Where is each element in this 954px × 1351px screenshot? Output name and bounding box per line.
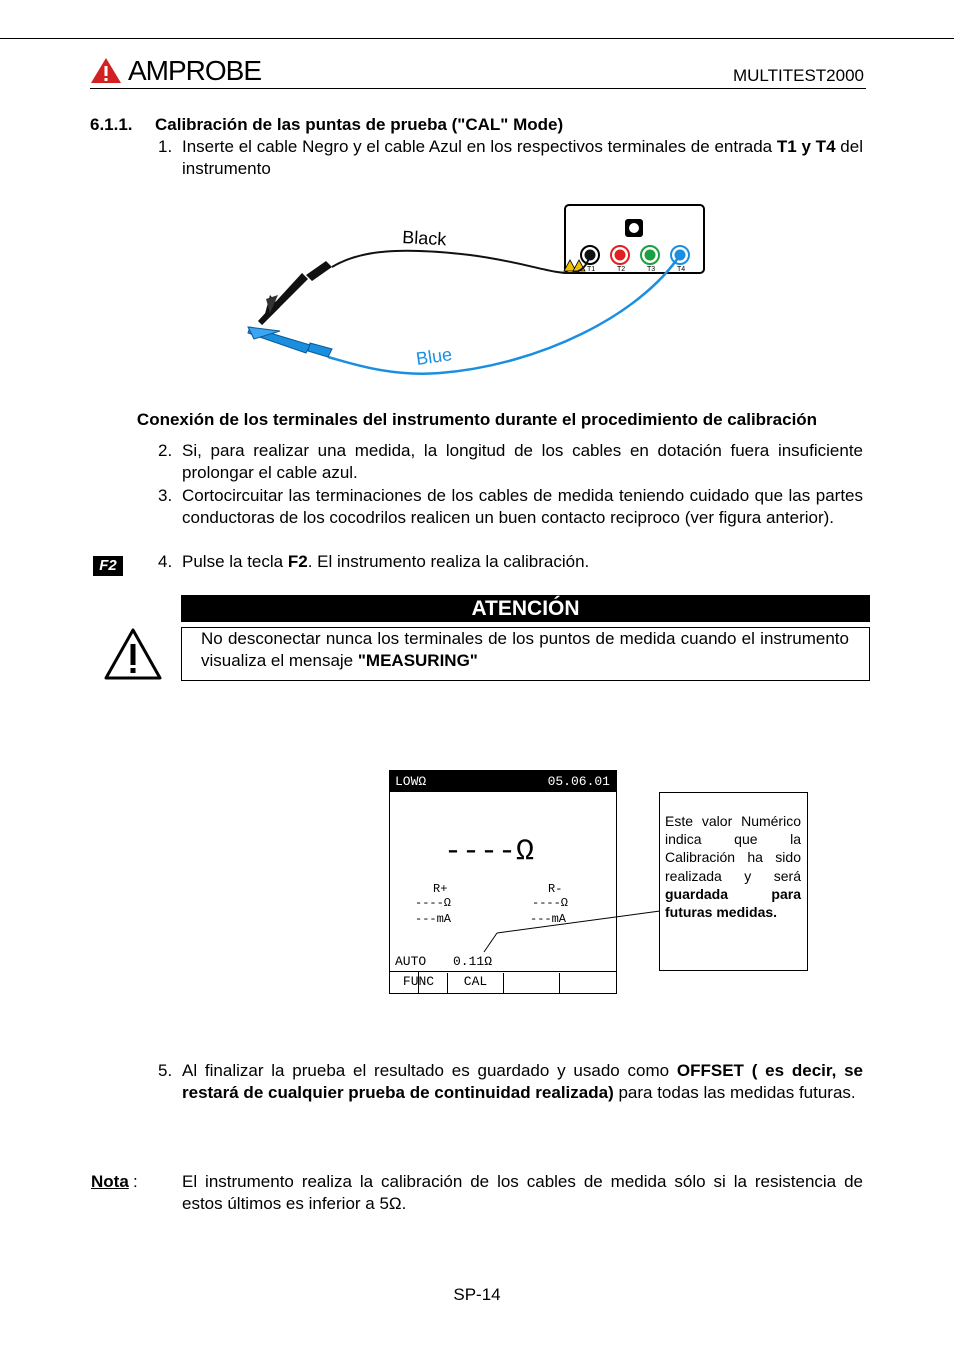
callout-text: Este valor Numérico indica que la Calibración ha sido realizada y será guardada para futuras medidas. bbox=[665, 813, 801, 921]
brand-logo: AMPROBE bbox=[128, 55, 262, 86]
step-3-number: 3. bbox=[158, 486, 173, 505]
softkey-func[interactable]: FUNC bbox=[390, 973, 448, 994]
step-2-number: 2. bbox=[158, 441, 173, 460]
note-text: El instrumento realiza la calibración de los cables de medida sólo si la resistencia de estos últimos es inferior a 5Ω. bbox=[182, 1172, 863, 1213]
terminal-label-t3: T3 bbox=[647, 266, 656, 273]
lcd-r-minus-label: R- bbox=[548, 882, 563, 896]
softkey-4[interactable] bbox=[560, 973, 616, 994]
terminal-label-t1: T1 bbox=[587, 266, 596, 273]
step-1-text: Inserte el cable Negro y el cable Azul en los respectivos terminales de entrada T1 y T4 del instrumento bbox=[182, 137, 863, 178]
lcd-softkey-bar bbox=[390, 971, 616, 994]
lcd-display bbox=[389, 770, 617, 994]
section-number: 6.1.1. bbox=[90, 115, 133, 134]
lcd-r-plus-ma: ---mA bbox=[415, 912, 452, 926]
terminal-label-t2: T2 bbox=[617, 266, 626, 273]
page-number: SP-14 bbox=[453, 1285, 501, 1304]
label-blue: Blue bbox=[414, 344, 454, 369]
black-cable bbox=[332, 251, 590, 273]
callout-pointer bbox=[480, 900, 670, 960]
lcd-r-plus-ohm: ----Ω bbox=[415, 896, 452, 910]
lcd-date: 05.06.01 bbox=[547, 774, 610, 789]
warning-triangle-logo-icon bbox=[90, 56, 122, 84]
callout-box bbox=[659, 792, 808, 971]
note-label: Nota bbox=[91, 1172, 129, 1191]
lcd-r-plus-label: R+ bbox=[433, 882, 448, 896]
f2-key-icon: F2 bbox=[93, 556, 123, 576]
step-1-number: 1. bbox=[158, 137, 173, 156]
step-5-text: Al finalizar la prueba el resultado es guardado y usado como OFFSET ( es decir, se restará de cualquier prueba de continuidad realizada) para todas las medidas futuras. bbox=[182, 1061, 863, 1102]
figure-caption: Conexión de los terminales del instrumento durante el procedimiento de calibración bbox=[136, 410, 818, 429]
blue-probe-icon bbox=[248, 327, 332, 357]
black-probe-icon bbox=[258, 261, 332, 325]
lcd-main-value: ----Ω bbox=[444, 835, 535, 869]
lcd-auto-label: AUTO bbox=[395, 954, 427, 969]
header-rule bbox=[90, 88, 866, 89]
lcd-r-minus-ma: ---mA bbox=[530, 912, 567, 926]
step-4-text: Pulse la tecla F2. El instrumento realiza la calibración. bbox=[182, 552, 590, 571]
step-4-number: 4. bbox=[158, 552, 173, 571]
warning-text: No desconectar nunca los terminales de los puntos de medida cuando el instrumento visualiza el mensaje "MEASURING" bbox=[201, 629, 849, 670]
lcd-mode: LOWΩ bbox=[395, 774, 427, 789]
lcd-offset-value: 0.11Ω bbox=[453, 954, 493, 969]
step-2-text: Si, para realizar una medida, la longitud de los cables en dotación fuera insuficiente prolongar el cable azul. bbox=[182, 441, 863, 482]
softkey-cal[interactable]: CAL bbox=[448, 973, 504, 994]
label-black: Black bbox=[401, 227, 447, 250]
terminal-label-t4: T4 bbox=[677, 266, 686, 273]
warning-triangle-icon bbox=[104, 627, 162, 681]
top-rule bbox=[0, 38, 954, 39]
section-title: Calibración de las puntas de prueba ("CAL" Mode) bbox=[155, 115, 564, 134]
terminal-t2-icon bbox=[611, 246, 629, 264]
lcd-r-minus-ohm: ----Ω bbox=[532, 896, 569, 910]
step-5-number: 5. bbox=[158, 1061, 173, 1080]
step-3-text: Cortocircuitar las terminaciones de los cables de medida teniendo cuidado que las partes conductoras de los cocodrilos realicen un buen contacto reciproco (ver figura anterior). bbox=[182, 486, 863, 527]
model-name: MULTITEST2000 bbox=[732, 66, 864, 85]
softkey-3[interactable] bbox=[504, 973, 560, 994]
terminal-t3-icon bbox=[641, 246, 659, 264]
connection-diagram bbox=[240, 195, 720, 385]
note-colon: : bbox=[133, 1172, 138, 1191]
warning-heading: ATENCIÓN bbox=[181, 595, 870, 622]
